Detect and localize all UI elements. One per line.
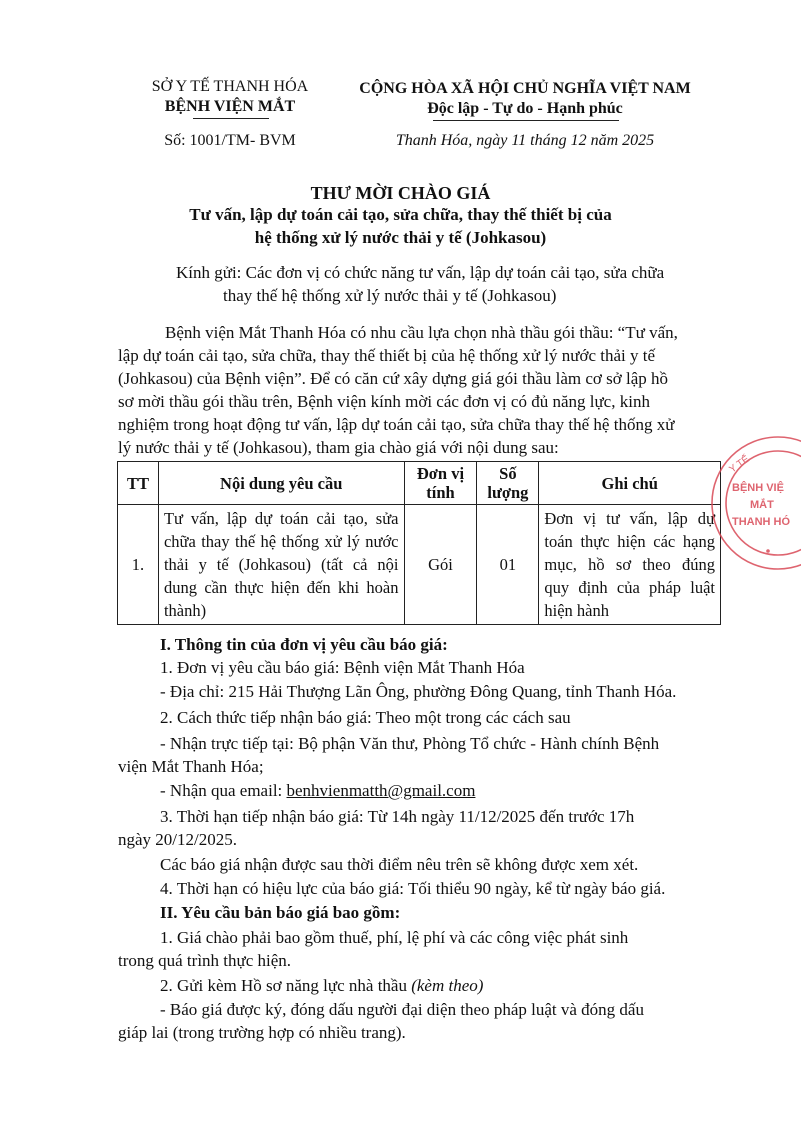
document-title: THƯ MỜI CHÀO GIÁ	[310, 183, 491, 203]
section1-address: - Địa chỉ: 215 Hải Thượng Lãn Ông, phường Đông Quang, tỉnh Thanh Hóa.	[160, 682, 677, 701]
stamp-seal-icon	[708, 433, 801, 573]
hospital-name: BỆNH VIỆN MẮT	[164, 98, 296, 115]
header-content: Nội dung yêu cầu	[158, 462, 404, 505]
table-row	[118, 505, 721, 625]
row-unit: Gói	[404, 505, 477, 625]
header-note: Ghi chú	[539, 462, 721, 505]
intro-line: Bệnh viện Mắt Thanh Hóa có nhu cầu lựa chọn nhà thầu gói thầu: “Tư vấn,	[165, 323, 678, 342]
section2-item2-text: 2. Gửi kèm Hồ sơ năng lực nhà thầu	[160, 976, 412, 995]
official-stamp	[708, 433, 801, 573]
header-quantity	[477, 462, 539, 505]
title-subject-line2: hệ thống xử lý nước thải y tế (Johkasou)	[254, 228, 547, 247]
requirements-table	[117, 461, 721, 625]
section2-item1-line1: 1. Giá chào phải bao gồm thuế, phí, lệ phí và các công việc phát sinh	[160, 928, 629, 947]
section2-heading: II. Yêu cầu bản báo giá bao gồm:	[160, 903, 401, 922]
header-quantity-line2: lượng	[487, 483, 529, 502]
national-motto-block	[350, 79, 700, 119]
intro-line: (Johkasou) của Bệnh viện”. Để có căn cứ xây dựng giá gói thầu làm cơ sở lập hồ	[118, 369, 669, 388]
section1-late-note: Các báo giá nhận được sau thời điểm nêu trên sẽ không được xem xét.	[160, 855, 639, 874]
issuer-underline	[193, 118, 269, 119]
email-link[interactable]: benhvienmatth@gmail.com	[286, 781, 476, 800]
department-name: SỞ Y TẾ THANH HÓA	[151, 78, 309, 95]
section1-email-line	[160, 779, 475, 802]
issuer-block	[120, 77, 340, 117]
intro-line: lập dự toán cải tạo, sửa chữa, thay thế thiết bị của hệ thống xử lý nước thải y tế	[118, 346, 656, 365]
table-header-row	[118, 462, 721, 505]
title-subject-line1: Tư vấn, lập dự toán cải tạo, sửa chữa, thay thế thiết bị của	[189, 205, 612, 224]
header-tt: TT	[118, 462, 159, 505]
section1-heading: I. Thông tin của đơn vị yêu cầu báo giá:	[160, 635, 448, 654]
section2-item2-note: (kèm theo)	[411, 976, 484, 995]
motto: Độc lập - Tự do - Hạnh phúc	[427, 100, 623, 117]
email-label: - Nhận qua email:	[160, 781, 287, 800]
intro-line: sơ mời thầu gói thầu trên, Bệnh viện kính mời các đơn vị có đủ năng lực, kinh	[118, 392, 650, 411]
section1-item3-line1: 3. Thời hạn tiếp nhận báo giá: Từ 14h ngày 11/12/2025 đến trước 17h	[160, 807, 635, 826]
row-content: Tư vấn, lập dự toán cải tạo, sửa chữa thay thế hệ thống xử lý nước thải y tế (Johkasou) (tất cả nội dung cần thực hiện đến khi hoàn thành)	[158, 505, 404, 625]
row-tt: 1.	[118, 505, 159, 625]
section2-item1-line2: trong quá trình thực hiện.	[118, 951, 292, 970]
header-unit-line2: tính	[426, 483, 455, 502]
row-quantity: 01	[477, 505, 539, 625]
header-quantity-line1: Số	[499, 464, 517, 483]
svg-text:MẮT: MẮT	[750, 499, 774, 511]
intro-line: nghiệm trong hoạt động tư vấn, lập dự toán cải tạo, sửa chữa thay thế hệ thống xử	[118, 415, 675, 434]
section1-direct-line2: viện Mắt Thanh Hóa;	[118, 757, 264, 776]
motto-underline	[433, 120, 619, 121]
section2-item3-line1: - Báo giá được ký, đóng dấu người đại diện theo pháp luật và đóng dấu	[160, 1000, 644, 1019]
row-note: Đơn vị tư vấn, lập dự toán thực hiện các hạng mục, hồ sơ theo đúng quy định của pháp luật hiện hành	[539, 505, 721, 625]
svg-text:Y TẾ: Y TẾ	[727, 453, 752, 476]
section1-item2: 2. Cách thức tiếp nhận báo giá: Theo một trong các cách sau	[160, 708, 571, 727]
nation-name: CỘNG HÒA XÃ HỘI CHỦ NGHĨA VIỆT NAM	[359, 80, 691, 97]
section1-direct-line1: - Nhận trực tiếp tại: Bộ phận Văn thư, Phòng Tổ chức - Hành chính Bệnh	[160, 734, 660, 753]
recipient-line1: Kính gửi: Các đơn vị có chức năng tư vấn, lập dự toán cải tạo, sửa chữa	[176, 263, 665, 282]
svg-text:BỆNH VIỆ: BỆNH VIỆ	[732, 482, 784, 494]
document-number: Số: 1001/TM- BVM	[164, 132, 296, 149]
section2-item2	[160, 974, 483, 997]
section1-item4: 4. Thời hạn có hiệu lực của báo giá: Tối thiểu 90 ngày, kể từ ngày báo giá.	[160, 879, 666, 898]
section1-item3-line2: ngày 20/12/2025.	[118, 830, 237, 849]
recipient-line2: thay thế hệ thống xử lý nước thải y tế (Johkasou)	[223, 286, 557, 305]
section1-item1: 1. Đơn vị yêu cầu báo giá: Bệnh viện Mắt Thanh Hóa	[160, 658, 525, 677]
svg-text:THANH HÓ: THANH HÓ	[732, 516, 791, 528]
place-date: Thanh Hóa, ngày 11 tháng 12 năm 2025	[395, 132, 655, 149]
intro-line: lý nước thải y tế (Johkasou), tham gia chào giá với nội dung sau:	[118, 438, 559, 457]
header-unit-line1: Đơn vị	[416, 464, 465, 483]
section2-item3-line2: giáp lai (trong trường hợp có nhiều trang).	[118, 1023, 406, 1042]
header-unit	[404, 462, 477, 505]
